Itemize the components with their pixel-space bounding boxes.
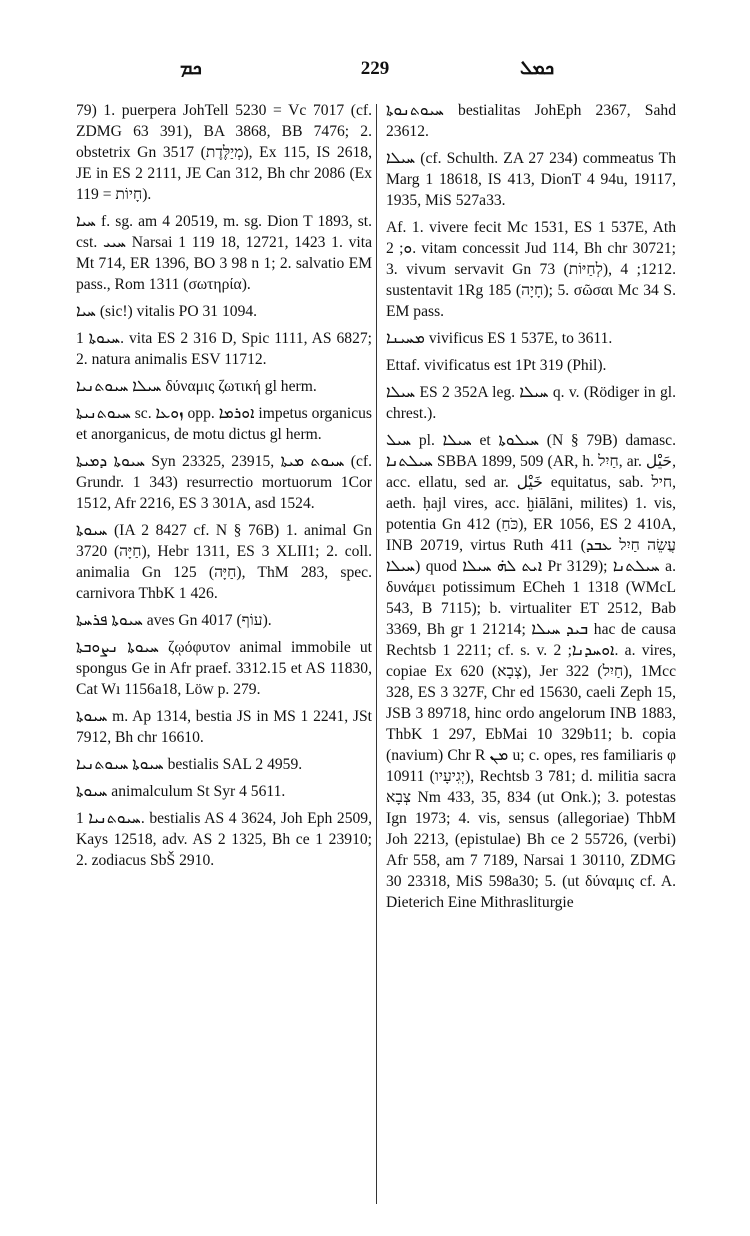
page-number: 229 <box>360 58 390 79</box>
dictionary-entry: ܡܚܝܢܐ vivificus ES 1 537E, to 3611. <box>386 330 613 347</box>
dictionary-entry: ܚܝܘܬܐ ܢܨܘܒܬܐ ζῳόφυτον animal immobile ut spongus Ge in Afr praef. 3312.15 et AS 11830, Cat Wı 1156a18, Löw p. 279. <box>76 639 372 698</box>
dictionary-entry: Af. 1. vivere fecit Mc 1531, ES 1 537E, Ath ܘ; 2. vitam concessit Jud 114, Bh chr 30721; 3. vivum servavit Gn 73 (לְחַיּוֹת), 1212; 4. sustentavit 1Rg 185 (חָיָה); 5. σῶσαι Mc 34 S. EM pass. <box>386 219 676 320</box>
dictionary-entry: ܚܝܐ f. sg. am 4 20519, m. sg. Dion T 1893, st. cst. ܚܝܝ Narsai 1 119 18, 12721, 1423 1. vita Mt 714, ER 1396, BO 3 98 n 1; 2. salvatio EM pass., Rom 1311 (σωτηρία). <box>76 213 372 293</box>
dictionary-entry: ܚܝܠ pl. ܚܝܠܐ et ܚܝܠܘܬܐ (N § 79B) damasc. ܚܝܠܬܢܐ SBBA 1899, 509 (AR, h. חַיִל, ar. حَيْل, acc. ellatu, sed ar. خَيْل equitatus, sab. חיל, aeth. ḥajl vires, acc. ḫiālāni, milites) 1. vis, potentia Gn 412 (כֹּחַ), ER 1056, ES 2 410A, INB 20719, virtus Ruth 411 (עֲשֵׂה חַיִל ܥܒܕ ܚܝܠܐ) quod ܐܝܬ ܠܗ̇ ܚܝܠܐ Pr 3129); ܚܝܠܬܢܐ a. δυνάμει potissimum ECheh 1 1318 (WMcL 543, B 7115); b. virtualiter ET 2512, Bab 3369, Bh gr 1 21214; ܒܝܕ ܚܝܠܐ hac de causa Rechtsb 1 2211; cf. s. v. ܐܘܚܕܢܐ; 2. a. vires, copiae Ex 620 (צְבָא), Jer 322 (חַיִל), 1Mcc 328, ES 3 327F, Chr ed 15630, caeli Zeph 15, JSB 3 89718, hinc ordo angelorum INB 1883, ThbK 1 297, EbMai 10 329b11; b. copia (navium) Chr R ܡܢ u; c. opes, res familiaris φ 10911 (יְגִיעָיו), Rechtsb 3 781; d. militia sacra צְבָא Nm 433, 35, 834 (ut Onk.); 3. potestas Ign 1973; 4. vis, sensus (allegoriae) ThbM Joh 2213, (epistulae) Bh ce 2 55726, (verbi) Afr 558, am 7 7189, Narsai 1 30110, ZDMG 30 23318, MiS 598a30; 5. (ut δύναμις cf. A. Dieterich Eine Mithrasliturgie <box>386 432 676 911</box>
dictionary-entry: ܚܝܘܬܐ 1. vita ES 2 316 D, Spic 1111, AS 6827; 2. natura animalis ESV 11712. <box>76 330 372 368</box>
running-head-right: ܟܡܠ <box>520 58 555 79</box>
dictionary-entry: Ettaf. vivificatus est 1Pt 319 (Phil). <box>386 357 607 374</box>
dictionary-entry: ܚܝܘܬܐ ܦܪܚܬܐ aves Gn 4017 (עוֹף). <box>76 612 272 629</box>
right-column <box>386 100 676 1218</box>
dictionary-entry: ܚܝܘܬܐ (IA 2 8427 cf. N § 76B) 1. animal Gn 3720 (חַיָּה), Hebr 1311, ES 3 XLII1; 2. coll. animalia Gn 125 (חַיָּה), ThM 283, spec. carnivora ThbK 1 426. <box>76 522 372 602</box>
dictionary-entry: ܚܝܘܬܢܝܐ 1. bestialis AS 4 3624, Joh Eph 2509, Kays 12518, adv. AS 2 1325, Bh ce 1 23910; 2. zodiacus SbŠ 2910. <box>76 810 372 869</box>
running-head-left: ܟܡ <box>180 58 202 79</box>
dictionary-entry: ܚܝܠܐ ܚܝܘܬܢܝܐ δύναμις ζωτική gl herm. <box>76 378 317 395</box>
dictionary-entry: 79) 1. puerpera JohTell 5230 = Vc 7017 (cf. ZDMG 63 391), BA 3868, BB 7476; 2. obstetrix Gn 3517 (מְיַלֶּדֶת), Ex 115, IS 2618, JE in ES 2 2111, JE Can 312, Bh chr 2086 (Ex 119 = חָיוֹת). <box>76 102 372 203</box>
left-column <box>76 100 372 1218</box>
dictionary-entry: ܚܝܘܬܐ ܕܡܝܬܐ Syn 23325, 23915, ܚܝܘܬ ܡܝܬܐ (cf. Grundr. 1 343) resurrectio mortuorum 1Cor 1512, Afr 2216, ES 3 301A, asd 1524. <box>76 453 372 512</box>
dictionary-entry: ܚܝܘܬܐ animalculum St Syr 4 5611. <box>76 783 286 800</box>
dictionary-entry: ܚܝܘܬܢܝܬܐ sc. ܙܘܥܐ opp. ܐܘܪܡܐ impetus organicus et anorganicus, de motu dictus gl herm. <box>76 405 372 443</box>
page-header <box>0 58 750 88</box>
dictionary-entry: ܚܝܘܬܐ m. Ap 1314, bestia JS in MS 1 2241, JSt 7912, Bh chr 16610. <box>76 708 372 746</box>
column-divider <box>376 104 377 1204</box>
dictionary-entry: ܚܝܘܬܢܘܬܐ bestialitas JohEph 2367, Sahd 23612. <box>386 102 676 140</box>
dictionary-entry: ܚܝܘܬܐ ܚܝܘܬܢܝܐ bestialis SAL 2 4959. <box>76 756 303 773</box>
dictionary-entry: ܚܝܐ (sic!) vitalis PO 31 1094. <box>76 303 258 320</box>
dictionary-entry: ܚܝܠܐ (cf. Schulth. ZA 27 234) commeatus Th Marg 1 18618, IS 413, DionT 4 94u, 19117, 1935, MiS 527a33. <box>386 150 676 209</box>
dictionary-entry: ܚܝܠܐ ES 2 352A leg. ܚܝܠܐ q. v. (Rödiger in gl. chrest.). <box>386 384 676 422</box>
